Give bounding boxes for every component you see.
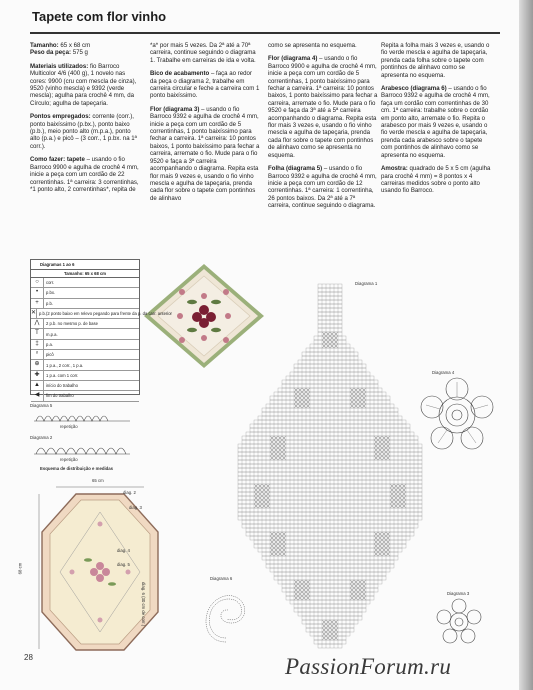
flower4-value: – usando o fio Barroco 9900 e agulha de crochê 4 mm, inicie a peça com um cordão de 5 correntinhas, 1 ponto baixíssimo para fechar a carreira. 1ª carreira: 10 pontos baixos, 1 ponto baixíssimo para fechar a carreira, arremate o fio. Mude para o fio 9520 e faça da 3ª até a 5ª carreira acompanhando o diagrama. Repita esta flor mais 3 vezes e, usando o fio vinho mescla e agulha de tapeçaria, prenda cada flor sobre o tapete com pontinhos de alinhavo como se apresenta no esquema. xyxy=(268,55,378,159)
instructions-continued: *a* por mais 5 vezes. Da 2ª até a 70ª carreira, continue seguindo o diagrama 1. Trabalhe em carreiras de ida e volta. xyxy=(150,42,256,64)
diagram6-caption: Diagrama 6 xyxy=(210,576,233,581)
flower4-info xyxy=(268,55,378,159)
flower3-label: Flor (diagrama 3) xyxy=(150,105,200,113)
legend-row xyxy=(31,340,139,350)
leaf-continued: Repita a folha mais 3 vezes e, usando o fio verde mescla e agulha de tapeçaria, prenda cada folha sobre o tapete com pontinhos de alinhavo como se apresenta no esquema. xyxy=(381,42,490,79)
legend-text: p.b. xyxy=(46,300,53,306)
scheme-height: 68 cm xyxy=(17,562,23,575)
arabesque-value: – usando o fio Barroco 9392 e agulha de crochê 4 mm, faça um cordão com correntinhas de 30 cm. 1ª carreira: trabalhe sobre o cordão em ponto alto, arremate o fio. Repita o arabesco por mais 9 vezes e, usando o fio verde mescla e agulha de tapeçaria, prenda cada arabesco sobre o tapete com pontinhos de alinhavo como se apresenta no esquema. xyxy=(381,85,490,159)
legend-text: m.p.a. xyxy=(46,331,58,337)
stitches-value: corrente (corr.), ponto baixíssimo (p.bx.), ponto baixo (p.b.), meio ponto alto (m.p.a.), ponto alto (p.a.) e picô – (3 corr., 1 p.bx. na 1ª corr.). xyxy=(30,113,137,150)
legend-row xyxy=(31,329,139,339)
size-label: Tamanho: xyxy=(30,42,59,49)
legend-text: início do trabalho xyxy=(46,383,78,389)
legend-symbol: ○ xyxy=(31,278,44,287)
legend-row xyxy=(31,391,139,401)
diagram4-flower xyxy=(420,378,494,452)
diagram2-caption: Diagrama 2 xyxy=(30,435,53,440)
diagram3-caption: Diagrama 3 xyxy=(447,591,470,596)
text-column-1 xyxy=(30,42,140,199)
instructions-start xyxy=(30,156,140,193)
scheme-width: 65 cm xyxy=(92,478,104,483)
flower4-label: Flor (diagrama 4) xyxy=(268,55,318,63)
legend-text: 2 p.b. no mesmo p. de base xyxy=(46,321,98,327)
size-info xyxy=(30,42,140,57)
diagram5-caption-small: Diagrama 5 xyxy=(30,403,53,408)
legend-rows xyxy=(31,278,172,402)
legend-symbol: ◀ xyxy=(31,391,44,400)
legend-symbol: ᵒ xyxy=(31,350,44,359)
legend-text: p.bx. xyxy=(46,290,56,296)
arabesque-info xyxy=(381,85,491,159)
legend-row xyxy=(31,381,139,391)
page-binding-edge xyxy=(519,0,533,690)
instructions-value: – usando o fio Barroco 9900 e agulha de crochê 4 mm, inicie a peça com um cordão de 22 correntinhas. 1ª carreira: 3 correntinhas, *1 ponto alto, 2 correntinhas*, repita de xyxy=(30,156,139,193)
diagram5-strip xyxy=(32,409,132,423)
diagram4-caption: Diagrama 4 xyxy=(432,370,455,375)
symbol-legend xyxy=(30,259,172,399)
legend-symbol: ⊕ xyxy=(31,360,44,369)
legend-text: fim do trabalho xyxy=(46,393,74,399)
diagram2-strip xyxy=(32,442,132,456)
legend-symbol: ▲ xyxy=(31,381,44,390)
scheme-label-diag6: diag. 6 (30 cm de corr.) xyxy=(141,582,146,627)
layout-scheme xyxy=(36,484,166,654)
legend-text: corr. xyxy=(46,280,55,286)
edging-label: Bico de acabamento xyxy=(150,70,210,78)
legend-row xyxy=(31,309,172,319)
legend-symbol: ✕ xyxy=(31,309,37,318)
legend-row xyxy=(31,360,139,370)
materials-value: fio Barroco Multicolor 4/6 (400 g), 1 novelo nas cores: 9900 (cru com mescla de cinza), 9520 (vinho mescla) e 9392 (verde mescla); agulha para crochê 4 mm, da Círculo; agulha de tapeçaria. xyxy=(30,62,137,107)
edging-value: – faça ao redor da peça o diagrama 2, trabalhe em carreira circular e feche a carreira com 1 ponto baixíssimo. xyxy=(150,70,260,100)
legend-subtitle: Tamanho: 65 x 68 cm xyxy=(31,270,139,278)
legend-symbol: ⋀ xyxy=(31,319,44,328)
legend-symbol: ✚ xyxy=(31,371,44,380)
flower3-value: – usando o fio Barroco 9392 e agulha de crochê 4 mm, inicie a peça com um cordão de 5 correntinhas, 1 ponto baixíssimo para fechar a carreira. 1ª carreira: 10 pontos baixos, 1 ponto baixíssimo para fechar a carreira, arremate o fio. Mude para o fio 9520 e faça a 3ª carreira acompanhando o diagrama. Repita esta flor mais 9 vezes e, usando o fio vinho mescla e agulha de tapeçaria, prenda cada flor sobre o tapete com pontinhos de alinhavo xyxy=(150,105,260,202)
weight-label: Peso da peça: xyxy=(30,49,71,57)
diagram6-arabesque xyxy=(198,584,254,646)
scheme-label-diag4: diag. 4 xyxy=(117,548,130,553)
gauge-label: Amostra: xyxy=(381,165,408,173)
scheme-label-diag3: diag. 3 xyxy=(129,505,142,510)
instructions-label: Como fazer: tapete xyxy=(30,156,85,164)
diagram1-caption: Diagrama 1 xyxy=(355,281,378,286)
materials-label: Materiais utilizados: xyxy=(30,62,89,70)
edging-info xyxy=(150,70,260,100)
legend-symbol: ‡ xyxy=(31,340,44,349)
diagram1-grid xyxy=(238,284,424,650)
scheme-label-diag2: diag. 2 xyxy=(123,490,136,495)
repeat-label-2: repetição xyxy=(60,457,78,462)
scheme-label-diag5: diag. 5 xyxy=(117,562,130,567)
legend-symbol: + xyxy=(31,299,44,308)
page-number: 28 xyxy=(24,653,33,662)
leaf-value: – usando o fio Barroco 9392 e agulha de crochê 4 mm, inicie a peça com um cordão de 12 correntinhas. 1ª carreira: 1 correntinha, 26 pontos baixos. Da 2ª até a 7ª carreira, continue seguindo o diagrama. xyxy=(268,165,377,210)
gauge-info xyxy=(381,165,491,195)
legend-title: Diagramas 1 ao 6 xyxy=(31,260,139,270)
size-value: 65 x 68 cm xyxy=(60,42,91,49)
title-bar xyxy=(30,5,500,34)
flower3-info xyxy=(150,106,260,202)
flower3-continued: como se apresenta no esquema. xyxy=(268,42,357,49)
text-column-3 xyxy=(268,42,378,216)
text-column-2 xyxy=(150,42,260,208)
repeat-label-1: repetição xyxy=(60,424,78,429)
legend-text: picô xyxy=(46,352,54,358)
leaf-info xyxy=(268,165,378,209)
watermark: PassionForum.ru xyxy=(285,654,452,679)
legend-symbol: T xyxy=(31,329,44,338)
text-column-4 xyxy=(381,42,491,201)
stitches-info xyxy=(30,113,140,150)
legend-text: p.b.(2 ponto baixo em relevo pegando para frente da p. da carr. anterior xyxy=(39,311,172,317)
legend-text: 1 p.a. com 1 corr. xyxy=(46,372,79,378)
leaf-label: Folha (diagrama 5) xyxy=(268,165,323,173)
gauge-value: quadrado de 5 x 5 cm (agulha para crochê 4 mm) = 8 pontos x 4 carreiras medidos sobre o ponto alto usando fio Barroco. xyxy=(381,165,491,195)
legend-row xyxy=(31,299,139,309)
legend-row xyxy=(31,350,139,360)
layout-scheme-caption: Esquema de distribuição e medidas xyxy=(40,466,114,471)
stitches-label: Pontos empregados: xyxy=(30,113,91,121)
legend-row xyxy=(31,278,139,288)
legend-text: p.a. xyxy=(46,341,53,347)
legend-row xyxy=(31,371,139,381)
diagram3-flower xyxy=(435,598,483,646)
legend-symbol: • xyxy=(31,288,44,297)
arabesque-label: Arabesco (diagrama 6) xyxy=(381,85,447,93)
legend-row xyxy=(31,319,139,329)
page-title: Tapete com flor vinho xyxy=(32,9,167,24)
weight-value: 575 g xyxy=(72,49,88,57)
materials-info xyxy=(30,63,140,107)
legend-text: 1 p.a., 2 corr., 1 p.a. xyxy=(46,362,84,368)
legend-row xyxy=(31,288,139,298)
